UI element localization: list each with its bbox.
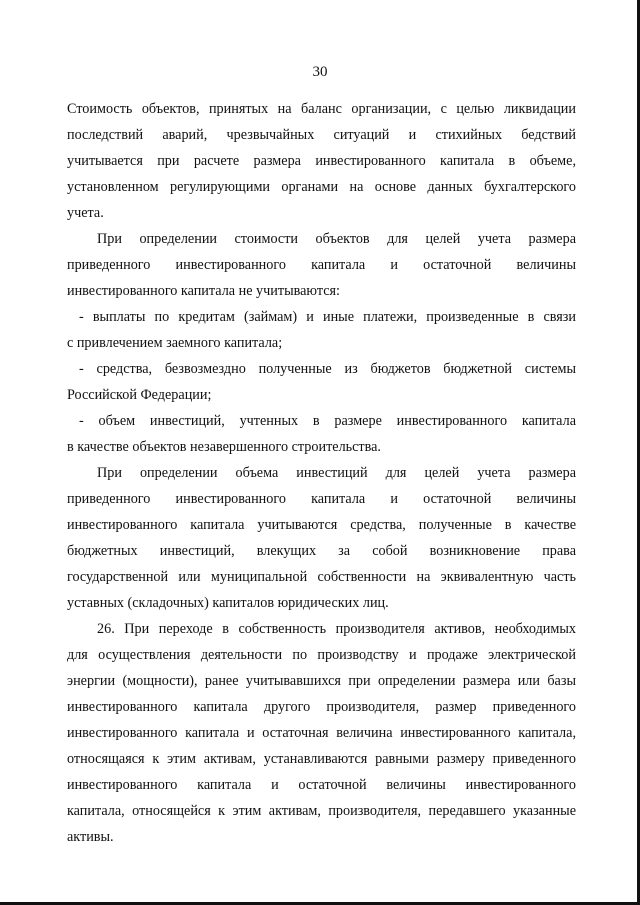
text-line: для осуществления деятельности по производству и продаже электрической <box>67 647 576 663</box>
text-line: установленном регулирующими органами на основе данных бухгалтерского <box>67 179 576 195</box>
text-line: 26. При переходе в собственность производителя активов, необходимых <box>97 621 576 637</box>
text-line: - средства, безвозмездно полученные из бюджетов бюджетной системы <box>79 361 576 377</box>
text-line: активы. <box>67 829 114 845</box>
text-line: с привлечением заемного капитала; <box>67 335 283 351</box>
text-line: инвестированного капитала и остаточная величина инвестированного капитала, <box>67 725 576 741</box>
text-line: Российской Федерации; <box>67 387 212 403</box>
text-line: учета. <box>67 205 104 221</box>
text-line: в качестве объектов незавершенного строительства. <box>67 439 381 455</box>
text-line: последствий аварий, чрезвычайных ситуаций и стихийных бедствий <box>67 127 576 143</box>
text-line: При определении стоимости объектов для целей учета размера <box>97 231 576 247</box>
text-line: приведенного инвестированного капитала и остаточной величины <box>67 257 576 273</box>
text-line: инвестированного капитала и остаточной величины инвестированного <box>67 777 576 793</box>
text-line: - объем инвестиций, учтенных в размере инвестированного капитала <box>79 413 576 429</box>
text-line: бюджетных инвестиций, влекущих за собой возникновение права <box>67 543 576 559</box>
text-line: государственной или муниципальной собственности на эквивалентную часть <box>67 569 576 585</box>
text-line: инвестированного капитала не учитываются: <box>67 283 340 299</box>
document-body <box>67 96 576 850</box>
text-line: приведенного инвестированного капитала и остаточной величины <box>67 491 576 507</box>
text-line: относящаяся к этим активам, устанавливаются равными размеру приведенного <box>67 751 576 767</box>
text-line: учитывается при расчете размера инвестированного капитала в объеме, <box>67 153 576 169</box>
page-number: 30 <box>312 64 328 80</box>
text-line: энергии (мощности), ранее учитывавшихся при определении размера или базы <box>67 673 576 689</box>
text-line: При определении объема инвестиций для целей учета размера <box>97 465 576 481</box>
text-line: - выплаты по кредитам (займам) и иные платежи, произведенные в связи <box>79 309 576 325</box>
text-line: инвестированного капитала другого производителя, размер приведенного <box>67 699 576 715</box>
text-line: Стоимость объектов, принятых на баланс организации, с целью ликвидации <box>67 101 576 117</box>
text-line: капитала, относящейся к этим активам, производителя, передавшего указанные <box>67 803 576 819</box>
text-line: уставных (складочных) капиталов юридических лиц. <box>67 595 389 611</box>
text-line: инвестированного капитала учитываются средства, полученные в качестве <box>67 517 576 533</box>
